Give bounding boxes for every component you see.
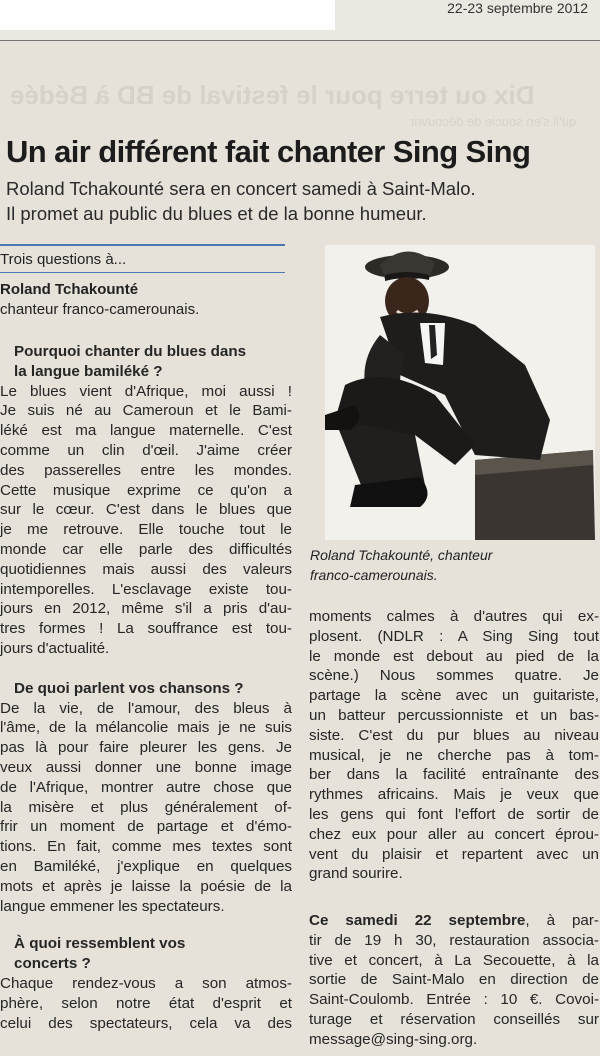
- header-rule: [0, 40, 600, 41]
- answer-1-line: tres formes ! La souffrance est tou-: [0, 620, 292, 638]
- question-1-line: Pourquoi chanter du blues dans: [14, 343, 247, 360]
- question-1-line: la langue bamiléké ?: [14, 362, 163, 380]
- event-lead-rest: , à par-: [525, 912, 599, 929]
- continued-line: musical, je ne cherche pas à tom-: [309, 746, 599, 764]
- deck-line: Il promet au public du blues et de la bonne humeur.: [6, 203, 427, 224]
- continued-line: plosent. (NDLR : A Sing Sing tout: [309, 627, 599, 645]
- event-line: tive et concert, à La Secouette, à la: [309, 951, 599, 969]
- article-headline: Un air différent fait chanter Sing Sing: [6, 134, 531, 169]
- continued-line: le monde est debout au pied de la: [309, 647, 599, 665]
- question-2: De quoi parlent vos chansons ?: [14, 679, 244, 697]
- continued-line: siste. C'est du pur blues au niveau: [309, 726, 599, 744]
- answer-2-line: l'âme, de la mélancolie mais je ne suis: [0, 719, 292, 737]
- bleed-through-text: [0, 70, 600, 130]
- answer-2-line: tions. En fait, comme mes textes sont: [0, 838, 292, 856]
- answer-2-line: veux aussi donner une bonne image: [0, 758, 292, 776]
- answer-2-line: frir un moment de partage et d'émo-: [0, 818, 292, 836]
- singer-photo-illustration: [325, 245, 595, 540]
- answer-2-line: mots et après je laisse la poésie de la: [0, 877, 292, 895]
- interviewee-role: chanteur franco-camerounais.: [0, 301, 200, 318]
- issue-date: 22-23 septembre 2012: [447, 0, 588, 16]
- event-line: Saint-Coulomb. Entrée : 10 €. Covoi-: [309, 991, 599, 1009]
- event-line: sortie de Saint-Malo en direction de: [309, 971, 599, 989]
- event-line: message@sing-sing.org.: [309, 1030, 478, 1048]
- interviewee-name: Roland Tchakounté: [0, 281, 139, 298]
- answer-2-line: De la vie, de l'amour, des bleus à: [0, 699, 292, 717]
- question-3-line: À quoi ressemblent vos: [14, 935, 186, 953]
- answer-2-line: la misère et plus généralement of-: [0, 798, 292, 816]
- event-date-bold: Ce samedi 22 septembre: [309, 912, 526, 929]
- continued-line: partage la scène avec un guitariste,: [309, 687, 599, 705]
- continued-line: vent du plaisir et repartent avec un: [309, 845, 599, 863]
- answer-2-line: langue emmener les spectateurs.: [0, 897, 225, 915]
- answer-1-line: Cette musique exprime ce qu'on a: [0, 481, 292, 499]
- answer-3-line: phère, selon notre état d'esprit et: [0, 994, 292, 1012]
- event-info: [309, 911, 599, 1050]
- deck-line: Roland Tchakounté sera en concert samedi à Saint-Malo.: [6, 178, 476, 199]
- answer-1-line: intemporelles. L'esclavage existe tou-: [0, 580, 292, 598]
- answer-1-line: Je suis né au Cameroun et le Bami-: [0, 402, 292, 420]
- answer-1-line: je me retrouve. Elle touche tout le: [0, 521, 292, 539]
- continued-line: moments calmes à d'autres qui ex-: [309, 608, 599, 625]
- caption-line: franco-camerounais.: [310, 567, 438, 583]
- event-line: turage et réservation conseillés sur: [309, 1010, 599, 1028]
- continued-line: ber dans la facilité entraînante des: [309, 766, 599, 784]
- bleed-through-title: Dix ou terre pour le festival de BD à Bédée: [10, 80, 535, 110]
- box-title: Trois questions à...: [0, 251, 127, 268]
- blank-margin: [0, 0, 335, 30]
- continued-line: grand sourire.: [309, 865, 403, 883]
- question-3-line: concerts ?: [14, 955, 91, 973]
- answer-1-line: monde car elle parle des difficultés: [0, 540, 292, 558]
- answer-1-line: léké est ma langue maternelle. C'est: [0, 422, 292, 440]
- answer-1-line: sur le cœur. C'est dans le blues que: [0, 501, 292, 519]
- answer-3-line: celui des spectateurs, cela va des: [0, 1014, 292, 1032]
- continued-line: scène.) Nous sommes quatre. Je: [309, 667, 599, 685]
- answer-1-line: quotidiennes mais aussi des valeurs: [0, 560, 292, 578]
- event-line: tir de 19 h 30, restauration associa-: [309, 931, 599, 949]
- answer-1-line: jours en 2012, même s'il a pris d'au-: [0, 600, 292, 618]
- continued-line: les gens qui font l'effort de sortir de: [309, 805, 599, 823]
- answer-1-line: Le blues vient d'Afrique, moi aussi !: [0, 382, 292, 400]
- box-title-rule: [0, 272, 285, 273]
- article-deck: [6, 176, 476, 226]
- bleed-through-line: qu'il s'en soucie de découvrir: [410, 114, 577, 129]
- interview-column-2: [309, 607, 599, 884]
- answer-1-line: des passerelles entre les mondes.: [0, 461, 292, 479]
- continued-line: rythmes africains. Mais je veux que: [309, 786, 599, 804]
- answer-2-line: en Bamiléké, j'explique en quelques: [0, 857, 292, 875]
- singer-photo: [325, 245, 595, 540]
- answer-2-line: pas là pour faire pleurer les gens. Je: [0, 739, 292, 757]
- answer-3-line: Chaque rendez-vous a son atmos-: [0, 974, 292, 992]
- caption-line: Roland Tchakounté, chanteur: [310, 547, 493, 563]
- box-top-rule: [0, 244, 285, 246]
- continued-line: un batteur percussionniste et un bas-: [309, 706, 599, 724]
- event-lead: [309, 911, 599, 931]
- answer-2-line: de l'Afrique, montrer autre chose que: [0, 778, 292, 796]
- interview-column-1: [0, 342, 292, 1033]
- answer-1-line: comme un clin d'œil. J'aime créer: [0, 441, 292, 459]
- answer-1-line: jours d'actualité.: [0, 639, 110, 657]
- photo-caption: [310, 545, 492, 585]
- continued-line: chez eux pour aller au concert éprou-: [309, 825, 599, 843]
